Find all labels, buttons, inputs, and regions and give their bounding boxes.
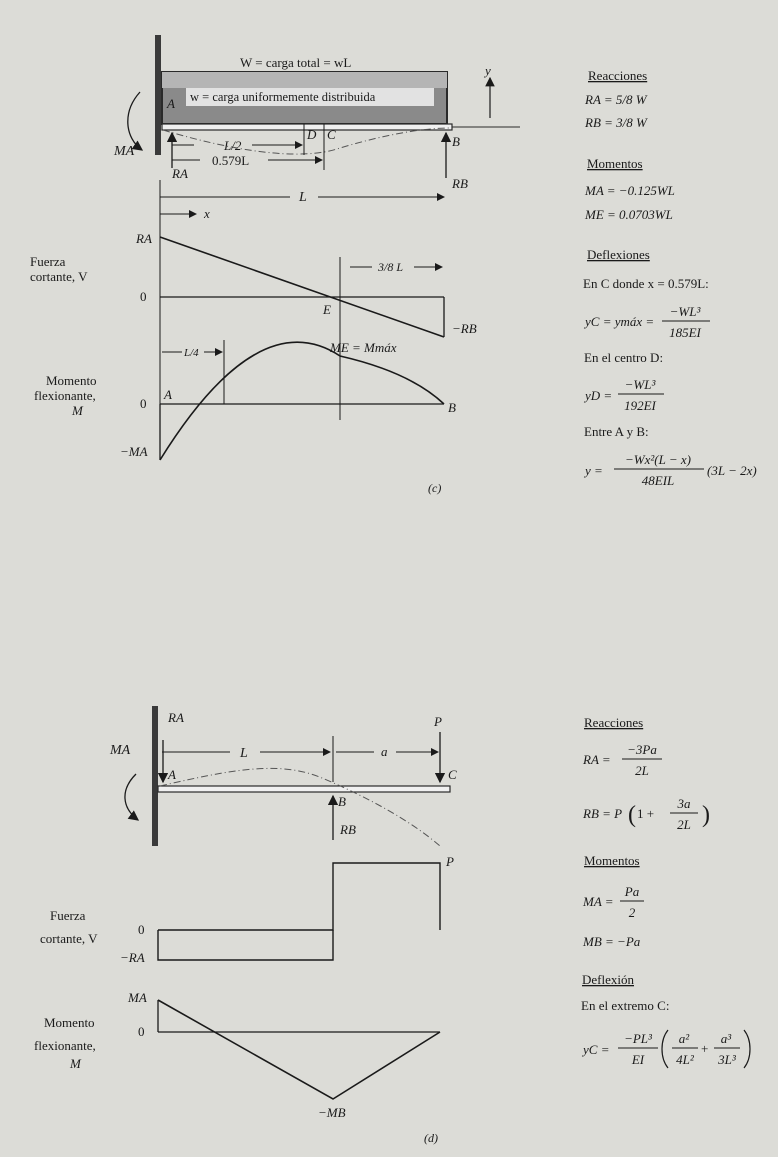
- shear-line: [160, 237, 444, 337]
- d-MA-den: 2: [628, 905, 636, 920]
- dim-x-label: x: [204, 206, 210, 221]
- shear-RA-label: RA: [136, 231, 152, 246]
- d-RB-one: 1 +: [637, 806, 655, 821]
- d-yc-den: EI: [631, 1052, 645, 1067]
- load-total-label: W = carga total = wL: [240, 55, 352, 70]
- c-momentos-title: Momentos: [587, 156, 643, 171]
- y-axis-label: y: [485, 63, 491, 78]
- moment-MA-arrow: [128, 92, 142, 150]
- d-extremo-text: En el extremo C:: [581, 998, 670, 1013]
- moment-title-2: flexionante,: [34, 1038, 96, 1053]
- c-defD-text: En el centro D:: [584, 350, 664, 365]
- d-momentos-title: Momentos: [584, 853, 640, 868]
- moment-line: [158, 1000, 440, 1099]
- shear-title-1: Fuerza: [30, 254, 66, 269]
- moment-title-1: Momento: [46, 373, 97, 388]
- point-A-label: A: [168, 767, 176, 782]
- d-reacciones-title: Reacciones: [584, 715, 644, 730]
- dim-L4-label: L/4: [184, 347, 199, 359]
- shear-negRB-label: −RB: [452, 321, 477, 336]
- moment-B-label: B: [448, 400, 456, 415]
- point-B-label: B: [452, 134, 460, 149]
- point-E-label: E: [323, 302, 331, 317]
- c-ME-formula: ME = 0.0703WL: [585, 207, 673, 222]
- moment-negMA-label: −MA: [120, 444, 148, 459]
- shear-title-2: cortante, V: [30, 269, 88, 284]
- figure-d-label: (d): [424, 1131, 438, 1145]
- c-yc-lhs: yC = ymáx =: [585, 314, 655, 329]
- c-between-text: Entre A y B:: [584, 424, 649, 439]
- c-yd-den: 192EI: [624, 398, 656, 413]
- c-RB-formula: RB = 3/8 W: [585, 115, 647, 130]
- d-yc-t2-num: a³: [720, 1031, 732, 1046]
- d-RB-paren-close: ): [702, 802, 710, 828]
- reaction-RA-label: RA: [168, 710, 184, 725]
- moment-ME-label: ME = Mmáx: [330, 340, 397, 355]
- d-yc-paren-open: [662, 1030, 668, 1068]
- c-y-den: 48EIL: [641, 473, 675, 488]
- d-RB-num: 3a: [677, 796, 691, 811]
- moment-negMB-label: −MB: [318, 1105, 346, 1120]
- c-yc-den: 185EI: [669, 325, 701, 340]
- d-deflexion-title: Deflexión: [582, 972, 634, 987]
- reaction-RB-label: RB: [340, 822, 356, 837]
- shear-negRA-label: −RA: [120, 950, 145, 965]
- c-y-tail: (3L − 2x): [707, 463, 757, 478]
- point-C-label: C: [327, 127, 336, 142]
- d-yc-t1-den: 4L²: [676, 1052, 694, 1067]
- wall-fixed-support: [155, 35, 161, 155]
- shear-title-1: Fuerza: [50, 908, 86, 923]
- c-deflexiones-title: Deflexiones: [587, 247, 650, 262]
- c-y-num: −Wx²(L − x): [625, 452, 691, 467]
- shear-P-label: P: [446, 854, 454, 869]
- figure-d: [34, 706, 750, 1145]
- load-top-band: [162, 72, 447, 88]
- c-RA-formula: RA = 5/8 W: [585, 92, 647, 107]
- beam: [158, 786, 450, 792]
- point-C-label: C: [448, 767, 457, 782]
- dim-38L-label: 3/8 L: [378, 260, 404, 274]
- load-P-label: P: [434, 714, 442, 729]
- shear-negative-block: [158, 930, 333, 960]
- dim-L-label: L: [299, 190, 307, 205]
- shear-positive-block: [158, 863, 440, 930]
- moment-title-1: Momento: [44, 1015, 95, 1030]
- c-yd-num: −WL³: [624, 377, 656, 392]
- reaction-RB-label: RB: [452, 176, 468, 191]
- moment-zero-label: 0: [138, 1024, 145, 1039]
- point-D-label: D: [307, 127, 317, 142]
- d-RA-num: −3Pa: [627, 742, 657, 757]
- moment-zero-label: 0: [140, 396, 147, 411]
- deflected-shape: [160, 768, 440, 846]
- d-yc-paren-close: [744, 1030, 750, 1068]
- d-RB-lhs: RB = P: [583, 806, 623, 821]
- moment-MA-label: MA: [114, 144, 135, 159]
- shear-title-2: cortante, V: [40, 931, 98, 946]
- shear-zero-label: 0: [140, 289, 147, 304]
- reaction-RA-label: RA: [172, 166, 188, 181]
- c-yd-lhs: yD =: [585, 388, 613, 403]
- dim-L2-label: L/2: [224, 138, 242, 153]
- c-yc-num: −WL³: [669, 304, 701, 319]
- d-yc-num: −PL³: [624, 1031, 652, 1046]
- shear-zero-label: 0: [138, 922, 145, 937]
- c-reacciones-title: Reacciones: [588, 68, 648, 83]
- moment-title-3: M: [72, 403, 83, 418]
- c-defC-text: En C donde x = 0.579L:: [583, 276, 709, 291]
- moment-title-2: flexionante,: [34, 388, 96, 403]
- dim-a-label: a: [381, 744, 388, 759]
- moment-MA-diagram-label: MA: [128, 990, 147, 1005]
- moment-title-3: M: [70, 1056, 81, 1071]
- moment-MA-label: MA: [110, 743, 131, 758]
- point-B-label: B: [338, 794, 346, 809]
- d-MA-num: Pa: [624, 884, 640, 899]
- d-MB-formula: MB = −Pa: [583, 934, 641, 949]
- d-RB-den: 2L: [677, 817, 691, 832]
- wall-fixed-support: [152, 706, 158, 846]
- d-RA-den: 2L: [635, 763, 649, 778]
- moment-curve: [160, 342, 444, 460]
- figure-c-label: (c): [428, 481, 442, 495]
- d-yc-lhs: yC =: [583, 1042, 610, 1057]
- dim-L-label: L: [240, 746, 248, 761]
- figure-c: [30, 35, 757, 495]
- point-A-label: A: [167, 96, 175, 111]
- d-RA-lhs: RA =: [583, 752, 611, 767]
- d-yc-t1-num: a²: [678, 1031, 690, 1046]
- load-distributed-label: w = carga uniformemente distribuida: [190, 90, 376, 104]
- d-MA-lhs: MA =: [583, 894, 614, 909]
- d-RB-paren-open: (: [628, 802, 636, 828]
- d-yc-plus: +: [701, 1041, 709, 1056]
- d-yc-t2-den: 3L³: [718, 1052, 736, 1067]
- moment-MA-arrow: [125, 774, 138, 820]
- c-MA-formula: MA = −0.125WL: [585, 183, 675, 198]
- dim-0579L-label: 0.579L: [212, 153, 250, 168]
- moment-A-label: A: [164, 387, 172, 402]
- c-y-lhs: y =: [585, 463, 603, 478]
